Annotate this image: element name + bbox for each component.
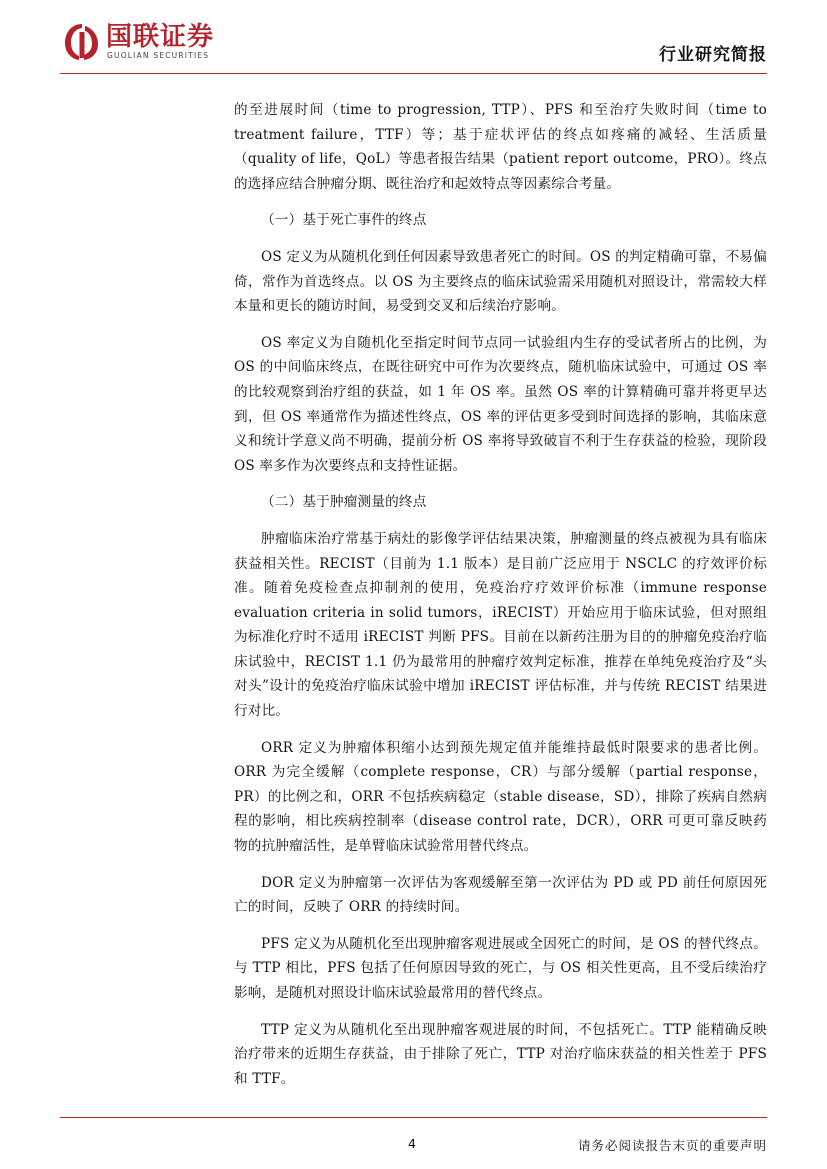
paragraph-os-definition: OS 定义为从随机化到任何因素导致患者死亡的时间。OS 的判定精确可靠，不易偏倚，常作为首选终点。以 OS 为主要终点的临床试验需采用随机对照设计，常需较大样本量和更长的随访时间，易受到交叉和后续治疗影响。 [234,248,767,315]
paragraph-orr: ORR 定义为肿瘤体积缩小达到预先规定值并能维持最低时限要求的患者比例。ORR 为完全缓解（complete response，CR）与部分缓解（partial response，PR）的比例之和，ORR 不包括疾病稳定（stable disease，SD），排除了疾病自然病程的影响，相比疾病控制率（disease control rate，DCR），ORR 可更可靠反映药物的抗肿瘤活性，是单臂临床试验常用替代终点。 [234,739,767,855]
paragraph-os-rate: OS 率定义为自随机化至指定时间节点同一试验组内生存的受试者所占的比例，为 OS 的中间临床终点，在既往研究中可作为次要终点，随机临床试验中，可通过 OS 率的比较观察到治疗组的获益，如 1 年 OS 率。虽然 OS 率的计算精确可靠并将更早达到，但 OS 率通常作为描述性终点，OS 率的评估更多受到时间选择的影响，其临床意义和统计学意义尚不明确，提前分析 OS 率将导致破盲不利于生存获益的检验，现阶段 OS 率多作为次要终点和支持性证据。 [234,334,767,474]
header-divider [60,73,767,74]
page-number: 4 [408,1136,416,1151]
footer-divider [60,1117,767,1118]
paragraph-pfs: PFS 定义为从随机化至出现肿瘤客观进展或全因死亡的时间，是 OS 的替代终点。与 TTP 相比，PFS 包括了任何原因导致的死亡，与 OS 相关性更高，且不受后续治疗影响，是随机对照设计临床试验最常用的替代终点。 [234,935,767,1001]
report-body [234,98,767,1103]
company-logo-text: 国联证券 [106,22,215,52]
page-header [0,0,827,78]
section-heading-tumor-measurement: （二）基于肿瘤测量的终点 [261,494,427,511]
footer-disclaimer: 请务必阅读报告末页的重要声明 [577,1138,767,1153]
paragraph-recist: 肿瘤临床治疗常基于病灶的影像学评估结果决策，肿瘤测量的终点被视为具有临床获益相关性。RECIST（目前为 1.1 版本）是目前广泛应用于 NSCLC 的疗效评价标准。随着免疫检查点抑制剂的使用，免疫治疗疗效评价标准（immune response evaluation criteria in solid tumors，iRECIST）开始应用于临床试验，但对照组为标准化疗时不适用 iRECIST 判断 PFS。目前在以新药注册为目的的肿瘤免疫治疗临床试验中，RECIST 1.1 仍为最常用的肿瘤疗效判定标准，推荐在单纯免疫治疗及“头对头”设计的免疫治疗临床试验中增加 iRECIST 评估标准，并与传统 RECIST 结果进行对比。 [234,530,767,720]
report-type-title: 行业研究简报 [659,45,767,65]
company-logo-english: GUOLIAN SECURITIES [107,51,210,60]
section-heading-death-endpoints: （一）基于死亡事件的终点 [261,212,427,229]
guolian-logo-icon [62,22,102,62]
paragraph-ttp: TTP 定义为从随机化至出现肿瘤客观进展的时间，不包括死亡。TTP 能精确反映治疗带来的近期生存获益，由于排除了死亡，TTP 对治疗临床获益的相关性差于 PFS 和 TTF。 [234,1021,767,1087]
paragraph-dor: DOR 定义为肿瘤第一次评估为客观缓解至第一次评估为 PD 或 PD 前任何原因死亡的时间，反映了 ORR 的持续时间。 [234,874,767,916]
paragraph-endpoints-intro: 的至进展时间（time to progression, TTP）、PFS 和至治疗失败时间（time to treatment failure，TTF）等；基于症状评估的终点如疼痛的减轻、生活质量（quality of life，QoL）等患者报告结果（patient report outcome，PRO）。终点的选择应结合肿瘤分期、既往治疗和起效特点等因素综合考量。 [234,102,767,192]
